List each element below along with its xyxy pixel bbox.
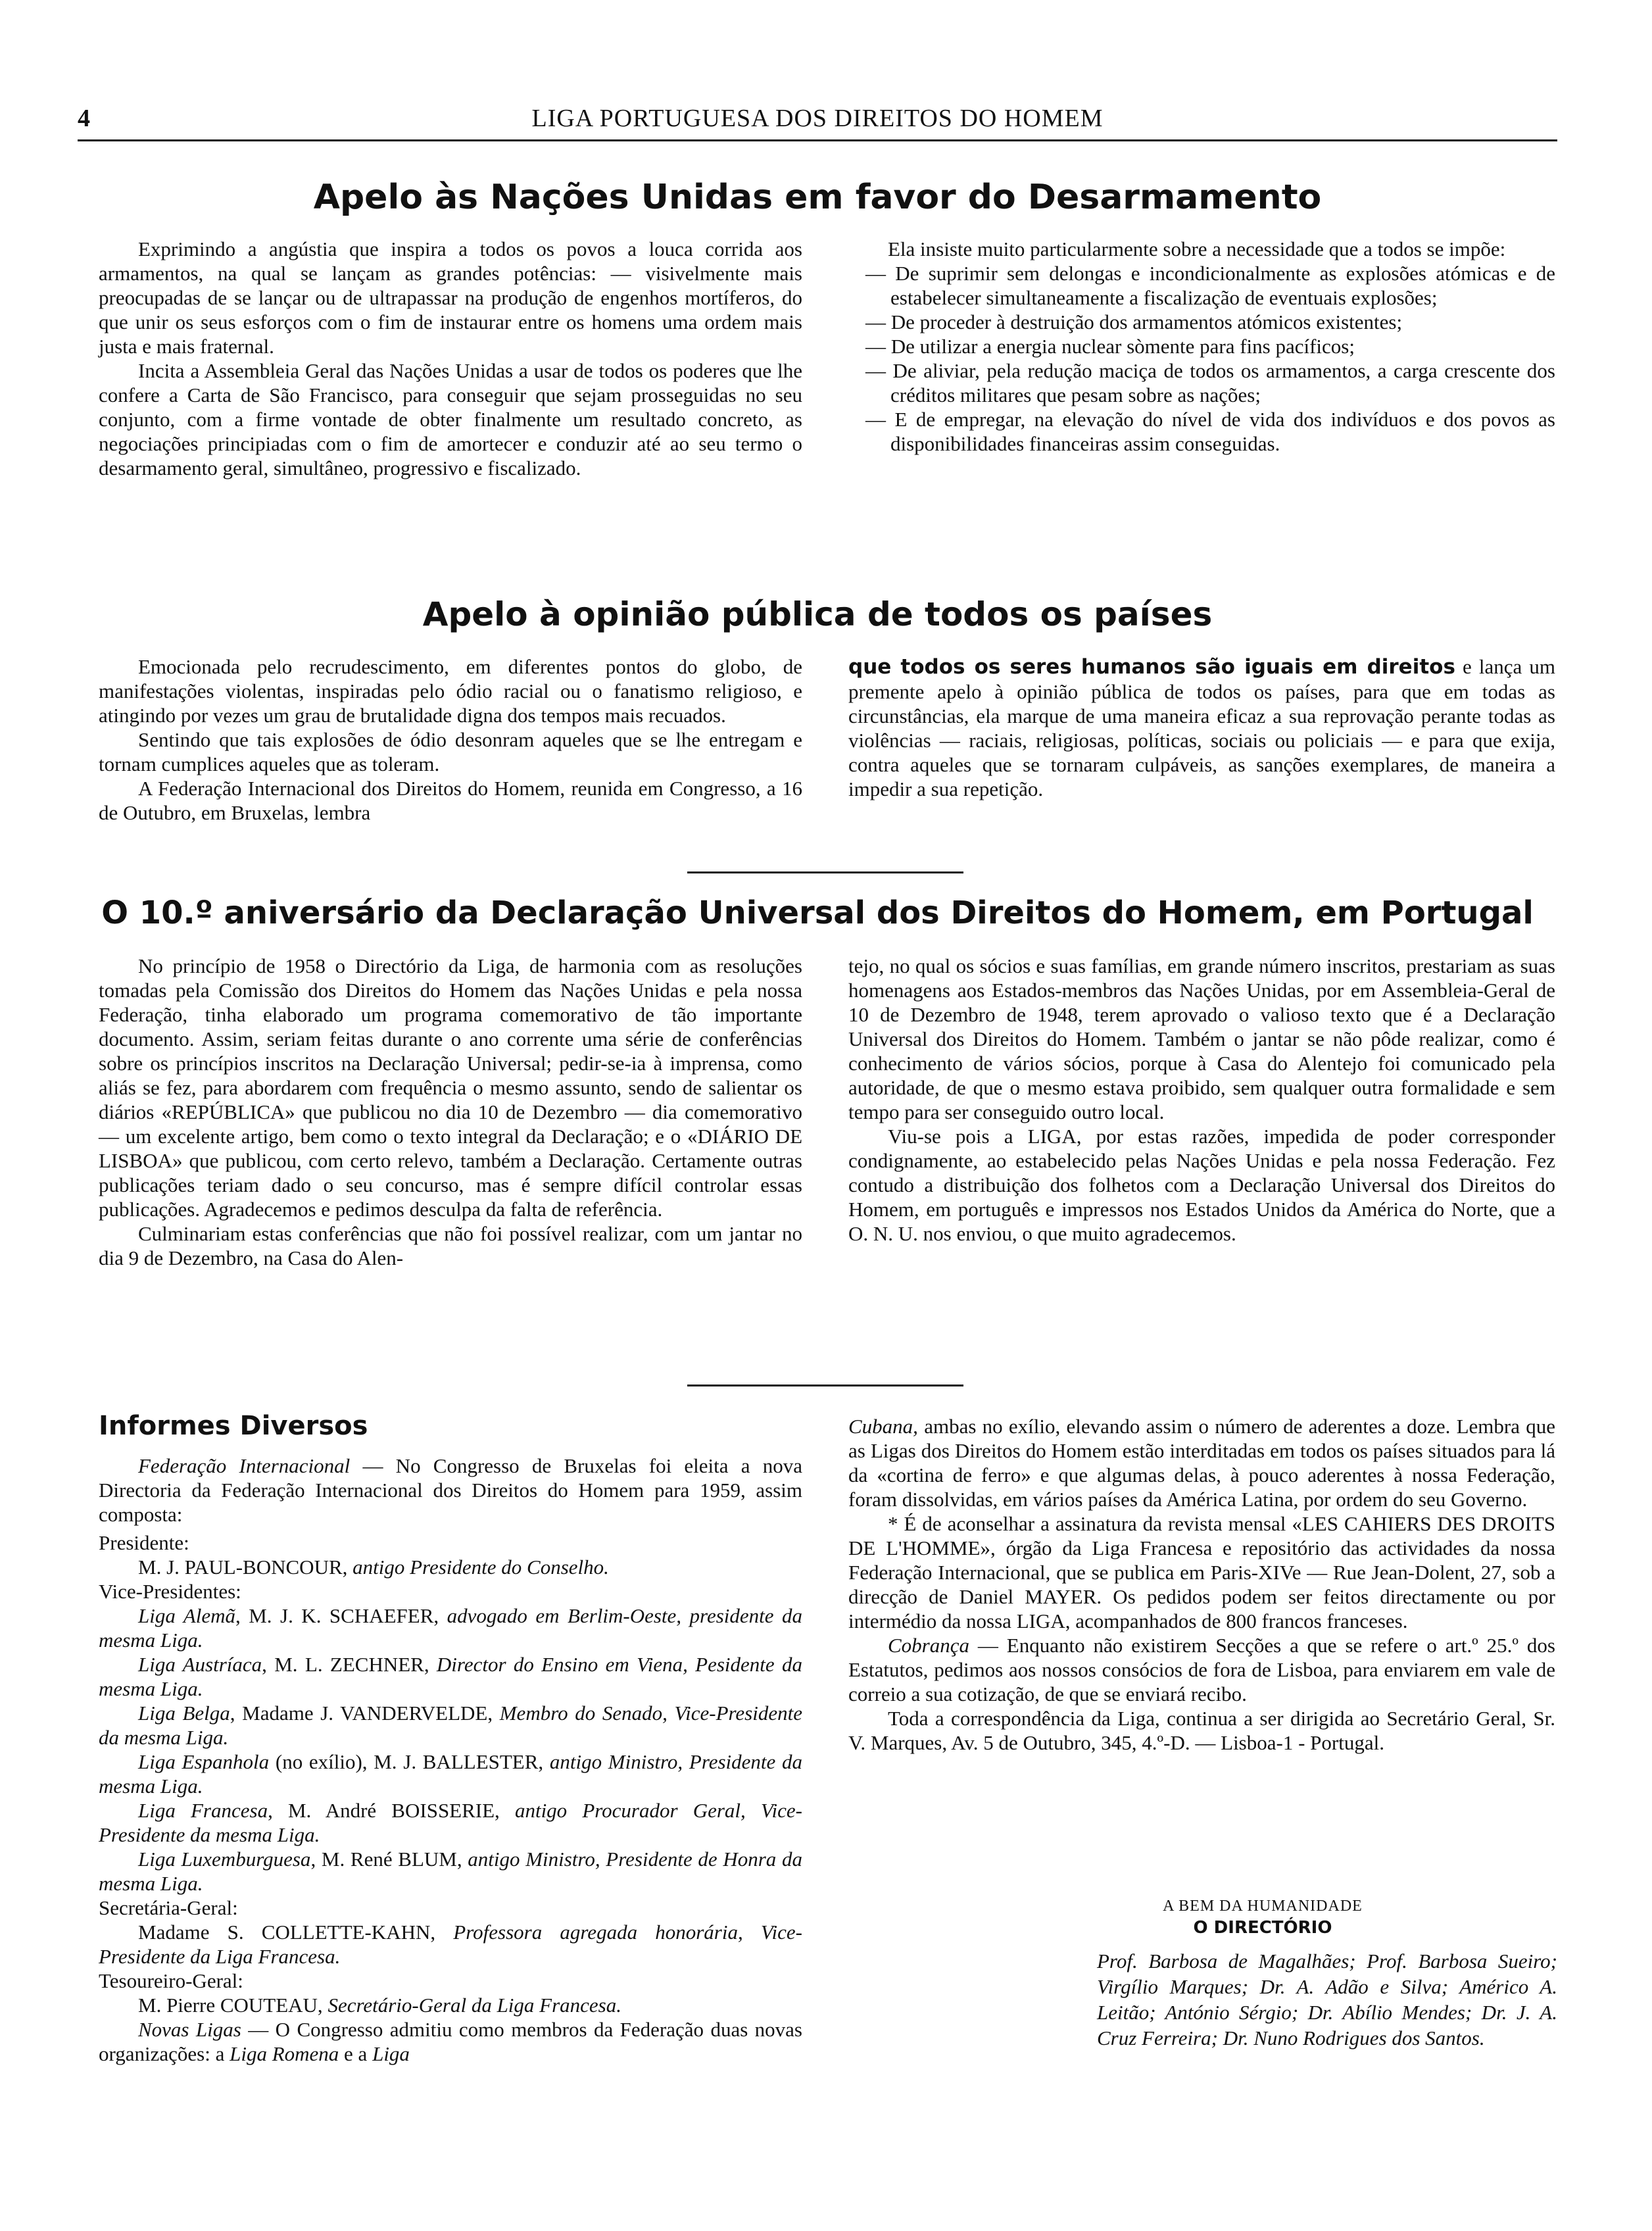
member-role: advogado em Berlim-Oeste, presidente da mesma Liga. [99, 1604, 803, 1652]
vice-president-entry [99, 1652, 802, 1701]
vice-presidents-label: Vice-Presidentes: [99, 1580, 241, 1603]
informes-right-column [848, 1414, 1555, 1755]
paragraph-text: — No Congresso de Bruxelas foi eleita a nova Directoria da Federação Internacional dos Direitos do Homem para 1959, assim composta: [99, 1454, 802, 1526]
secretary-entry [99, 1920, 802, 1969]
paragraph [99, 2017, 802, 2066]
league-name: Liga Romena [230, 2042, 339, 2065]
member-role: Professora agregada honorária, Vice-Presidente da Liga Francesa. [99, 1921, 803, 1968]
section-divider [687, 1385, 963, 1386]
president-entry [99, 1555, 802, 1579]
member-name: , Madame J. VANDERVELDE, [230, 1702, 500, 1725]
paragraph: No princípio de 1958 o Directório da Liga, de harmonia com as resoluções tomadas pela Comissão dos Direitos do Homem das Nações Unidas e pela nossa Federação, tinha elaborado um programa comemorativo de tão importante documento. Assim, seriam feitas durante o ano corrente uma série de conferências sobre os princípios inscritos na Declaração Universal; pedir-se-ia à imprensa, como aliás se fez, para abordarem com frequência o mesmo assunto, sendo de salientar os diários «REPÚBLICA» que publicou no dia 10 de Dezembro — dia comemorativo — um excelente artigo, bem como o texto integral da Declaração; e o «DIÁRIO DE LISBOA» que publicou, com certo relevo, também a Declaração. Certamente outras publicações teriam dado o seu concurso, mas é sempre difícil controlar essas publicações. Agradecemos e pedimos desculpa da falta de referência. [99, 954, 802, 1221]
informes-left-column [99, 1454, 802, 2066]
member-name: , M. André BOISSERIE, [268, 1799, 515, 1822]
league-name: Liga Francesa [138, 1799, 268, 1822]
paragraph: Incita a Assembleia Geral das Nações Unidas a usar de todos os poderes que lhe confere a Carta de São Francisco, para conseguir que sejam prosseguidas no seu conjunto, com a firme vontade de obter finalmente um resultado concreto, as negociações principiadas com o fim de amortecer e conduzir até ao seu termo o desarmamento geral, simultâneo, progressivo e fiscalizado. [99, 359, 802, 479]
section-title-disarmament: Apelo às Nações Unidas em favor do Desarmamento [313, 178, 1322, 217]
paragraph [848, 1633, 1555, 1706]
member-role: antigo Presidente do Conselho. [352, 1556, 609, 1579]
vice-president-entry [99, 1798, 802, 1847]
member-name: , M. René BLUM, [310, 1848, 468, 1871]
anniversary-left-column [99, 954, 802, 1270]
paragraph: Sentindo que tais explosões de ódio desonram aqueles que se lhe entregam e tornam cumplices aqueles que as toleram. [99, 728, 802, 775]
member-name: M. Pierre COUTEAU, [138, 1994, 328, 2017]
paragraph: Emocionada pelo recrudescimento, em diferentes pontos do globo, de manifestações violentas, inspiradas pelo ódio racial ou o fanatismo religioso, e atingindo por vezes um grau de brutalidade digna dos tempos mais recuados. [99, 655, 802, 727]
league-name: Liga [372, 2042, 410, 2065]
member-role: Secretário-Geral da Liga Francesa. [328, 1994, 622, 2017]
paragraph: Toda a correspondência da Liga, continua a ser dirigida ao Secretário Geral, Sr. V. Marques, Av. 5 de Outubro, 345, 4.º-D. — Lisboa-1 - Portugal. [848, 1707, 1555, 1754]
member-role: Director do Ensino em Viena, Pesidente da mesma Liga. [99, 1653, 803, 1700]
equal-rights-statement: que todos os seres humanos são iguais em direitos [848, 655, 1455, 679]
paragraph-text: ambas no exílio, elevando assim o número de aderentes a doze. Lembra que as Ligas dos Direitos do Homem estão interditadas em todos os países situados para lá da «cortina de ferro» e que algumas delas, à pouco aderentes à nossa Federação, foram dissolvidas, em vários países da América Latina, por ordem do seu Governo. [848, 1415, 1555, 1511]
public-opinion-right-column [848, 654, 1555, 801]
paragraph: tejo, no qual os sócios e suas famílias, em grande número inscritos, prestariam as suas homenagens aos Estados-membros das Nações Unidas, por em Assembleia-Geral de 10 de Dezembro de 1948, terem aprovado o valioso texto que é a Declaração Universal dos Direitos do Homem. Também o jantar se não pôde realizar, como é conhecimento de vários sócios, porque à Casa do Alentejo foi comunicado pela autoridade, de que o mesmo estava proibido, sem qualquer outra formalidade e sem tempo para ser conseguido outro local. [848, 954, 1555, 1123]
novas-ligas-label: Novas Ligas [138, 2018, 241, 2041]
page-header [78, 99, 1557, 141]
paragraph-text: e lança um premente apelo à opinião pública de todos os países, para que em todas as circunstâncias, ela marque de uma maneira eficaz a sua reprovação perante todas as violências — raciais, religiosas, políticas, sociais ou policiais — e para que exija, contra aqueles que se tornaram culpáveis, as sanções exemplares, de maneira a impedir a sua repetição. [848, 655, 1555, 800]
paragraph [848, 1414, 1555, 1511]
league-name: Liga Luxemburguesa [138, 1848, 311, 1871]
cobranca-label: Cobrança [888, 1634, 969, 1657]
league-name: Liga Belga [138, 1702, 230, 1725]
anniversary-right-column [848, 954, 1555, 1246]
paragraph-text: — Enquanto não existirem Secções a que se refere o art.º 25.º dos Estatutos, pedimos aos nossos consócios de fora de Lisboa, para enviarem em vale de correio a sua cotização, de que se enviará recibo. [848, 1634, 1555, 1705]
vice-president-entry [99, 1604, 802, 1652]
paragraph: Ela insiste muito particularmente sobre a necessidade que a todos se impõe: [888, 237, 1506, 260]
list-item: — E de empregar, na elevação do nível de vida dos indivíduos e dos povos as disponibilidades financeiras assim conseguidas. [865, 408, 1555, 455]
vice-president-entry [99, 1847, 802, 1896]
president-label: Presidente: [99, 1531, 189, 1554]
paragraph-text: — O Congresso admitiu como membros da Federação duas novas organizações: a [99, 2018, 803, 2065]
member-name: , M. L. ZECHNER, [262, 1653, 437, 1676]
secretary-label: Secretária-Geral: [99, 1896, 238, 1919]
league-name: Liga Espanhola [138, 1750, 270, 1773]
paragraph: Culminariam estas conferências que não foi possível realizar, com um jantar no dia 9 de Dezembro, na Casa do Alen- [99, 1222, 802, 1269]
signatories: Prof. Barbosa de Magalhães; Prof. Barbosa Sueiro; Virgílio Marques; Dr. A. Adão e Silva; Américo A. Leitão; António Sérgio; Dr. Abílio Mendes; Dr. J. A. Cruz Ferreira; Dr. Nuno Rodrigues dos Santos. [1097, 1949, 1557, 2049]
disarmament-right-column [848, 237, 1555, 456]
member-name: (no exílio), M. J. BALLESTER, [269, 1750, 550, 1773]
paragraph: Viu-se pois a LIGA, por estas razões, impedida de poder corresponder condignamente, ao estabelecido pelas Nações Unidas e pela nossa Federação. Fez contudo a distribuição dos folhetos com a Declaração Universal dos Direitos do Homem, em português e impressos nos Estados Unidos da América do Norte, que a O. N. U. nos enviou, o que muito agradecemos. [848, 1125, 1555, 1245]
member-role: Membro do Senado, Vice-Presidente da mesma Liga. [99, 1702, 802, 1749]
disarmament-left-column [99, 237, 802, 480]
section-title-anniversary: O 10.º aniversário da Declaração Universal dos Direitos do Homem, em Portugal [101, 895, 1534, 931]
member-role: antigo Procurador Geral, Vice-Presidente da mesma Liga. [99, 1799, 802, 1846]
member-name: M. J. PAUL-BONCOUR, [138, 1556, 353, 1579]
paragraph: * É de aconselhar a assinatura da revista mensal «LES CAHIERS DES DROITS DE L'HOMME», órgão da Liga Francesa e repositório das actividades da nossa Federação Internacional, que se publica em Paris-XIVe — Rue Jean-Dolent, 27, sob a direcção de Daniel MAYER. Os pedidos podem ser feitos directamente ou por intermédio da nossa LIGA, acompanhados de 800 francos franceses. [848, 1512, 1555, 1632]
paragraph: Exprimindo a angústia que inspira a todos os povos a louca corrida aos armamentos, na qual se lançam as grandes potências: — visivelmente mais preocupadas de se lançar ou de ultrapassar na produção de engenhos mortíferos, do que unir os seus esforços com o fim de instaurar entre os homens uma ordem mais justa e mais fraternal. [99, 237, 802, 358]
page-number: 4 [78, 105, 90, 132]
directorio-label: O DIRECTÓRIO [1193, 1918, 1332, 1938]
paragraph [99, 1454, 802, 1527]
section-divider [687, 871, 963, 873]
vice-president-entry [99, 1701, 802, 1750]
member-role: antigo Ministro, Presidente de Honra da mesma Liga. [99, 1848, 802, 1895]
paragraph-text: e a [339, 2042, 373, 2065]
paragraph [848, 654, 1555, 801]
list-item: — De aliviar, pela redução maciça de todos os armamentos, a carga crescente dos créditos militares que pesam sobre as nações; [865, 359, 1555, 406]
list-item: — De proceder à destruição dos armamentos atómicos existentes; [865, 310, 1403, 333]
treasurer-label: Tesoureiro-Geral: [99, 1969, 243, 1992]
league-name: Liga Alemã [138, 1604, 235, 1627]
paragraph: A Federação Internacional dos Direitos do Homem, reunida em Congresso, a 16 de Outubro, em Bruxelas, lembra [99, 777, 802, 824]
member-name: Madame S. COLLETTE-KAHN, [138, 1921, 454, 1944]
treasurer-entry [99, 1993, 802, 2017]
vice-president-entry [99, 1750, 802, 1798]
member-role: antigo Ministro, Presidente da mesma Liga. [99, 1750, 802, 1798]
member-name: , M. J. K. SCHAEFER, [235, 1604, 447, 1627]
list-item: — De utilizar a energia nuclear sòmente para fins pacíficos; [865, 335, 1355, 358]
section-title-informes: Informes Diversos [99, 1411, 368, 1441]
list-item: — De suprimir sem delongas e incondicionalmente as explosões atómicas e de estabelecer simultaneamente a fiscalização de eventuais explosões; [865, 262, 1555, 309]
closing-formula: A BEM DA HUMANIDADE [1163, 1898, 1363, 1915]
running-title: LIGA PORTUGUESA DOS DIREITOS DO HOMEM [531, 105, 1104, 132]
league-name: Cubana, [848, 1415, 918, 1438]
federation-label: Federação Internacional [138, 1454, 351, 1477]
public-opinion-left-column [99, 654, 802, 825]
section-title-public-opinion: Apelo à opinião pública de todos os países [422, 595, 1213, 633]
league-name: Liga Austríaca [138, 1653, 262, 1676]
